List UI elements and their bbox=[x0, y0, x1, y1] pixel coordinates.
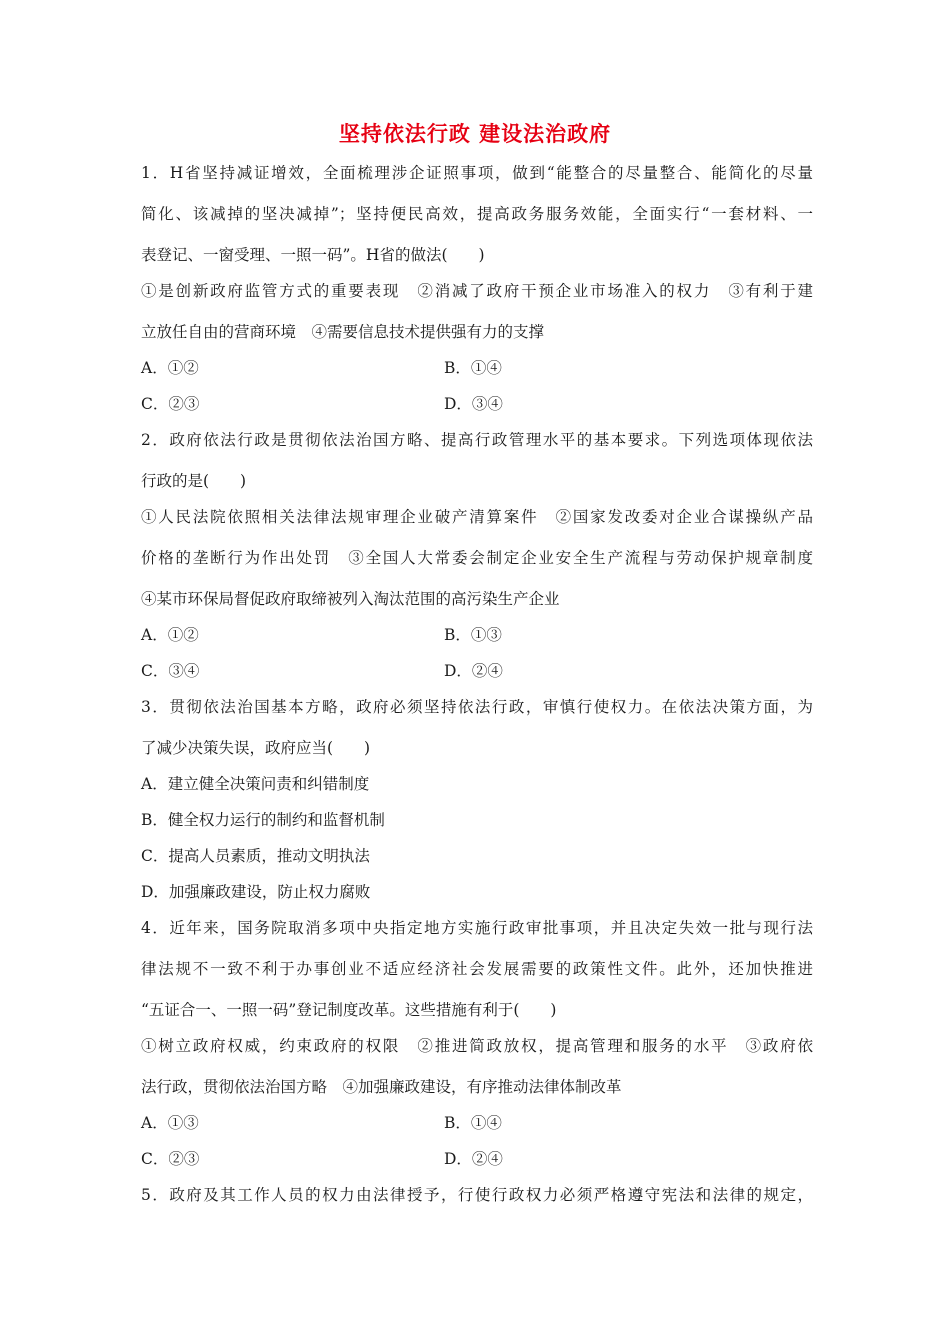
q1-option-d: D．③④ bbox=[444, 395, 503, 413]
q2-statement-line-2: 价格的垄断行为作出处罚 ③全国人大常委会制定企业安全生产流程与劳动保护规章制度 bbox=[141, 549, 813, 567]
q3-stem-line-1: 3．贯彻依法治国基本方略，政府必须坚持依法行政，审慎行使权力。在依法决策方面，为 bbox=[141, 698, 813, 716]
q3-option-d: D．加强廉政建设，防止权力腐败 bbox=[141, 883, 371, 901]
q1-stem-line-1: 1．H省坚持减证增效，全面梳理涉企证照事项，做到“能整合的尽量整合、能简化的尽量 bbox=[141, 164, 813, 182]
q2-statement-line-1: ①人民法院依照相关法律法规审理企业破产清算案件 ②国家发改委对企业合谋操纵产品 bbox=[141, 508, 813, 526]
q2-option-a: A．①② bbox=[141, 626, 199, 644]
q3-option-a: A．建立健全决策问责和纠错制度 bbox=[141, 775, 370, 793]
q4-stem-line-1: 4．近年来，国务院取消多项中央指定地方实施行政审批事项，并且决定失效一批与现行法 bbox=[141, 919, 813, 937]
q3-option-c: C．提高人员素质，推动文明执法 bbox=[141, 847, 370, 865]
q4-stem-line-3: “五证合一、一照一码”登记制度改革。这些措施有利于( ) bbox=[141, 1001, 557, 1019]
q3-option-b: B．健全权力运行的制约和监督机制 bbox=[141, 811, 385, 829]
q1-option-b: B．①④ bbox=[444, 359, 502, 377]
q2-stem-line-2: 行政的是( ) bbox=[141, 472, 247, 490]
q1-statement-line-2: 立放任自由的营商环境 ④需要信息技术提供强有力的支撑 bbox=[141, 323, 545, 341]
q1-statement-line-1: ①是创新政府监管方式的重要表现 ②消减了政府干预企业市场准入的权力 ③有利于建 bbox=[141, 282, 813, 300]
q1-option-c: C．②③ bbox=[141, 395, 200, 413]
q4-option-a: A．①③ bbox=[141, 1114, 199, 1132]
q1-stem-line-2: 简化、该减掉的坚决减掉”；坚持便民高效，提高政务服务效能，全面实行“一套材料、一 bbox=[141, 205, 813, 223]
q2-option-b: B．①③ bbox=[444, 626, 502, 644]
q3-stem-line-2: 了减少决策失误，政府应当( ) bbox=[141, 739, 371, 757]
q4-stem-line-2: 律法规不一致不利于办事创业不适应经济社会发展需要的政策性文件。此外，还加快推进 bbox=[141, 960, 813, 978]
q2-option-c: C．③④ bbox=[141, 662, 200, 680]
q4-option-b: B．①④ bbox=[444, 1114, 502, 1132]
q4-statement-line-1: ①树立政府权威，约束政府的权限 ②推进简政放权，提高管理和服务的水平 ③政府依 bbox=[141, 1037, 813, 1055]
q2-option-d: D．②④ bbox=[444, 662, 503, 680]
q2-statement-line-3: ④某市环保局督促政府取缔被列入淘汰范围的高污染生产企业 bbox=[141, 590, 560, 608]
q4-option-c: C．②③ bbox=[141, 1150, 200, 1168]
q2-stem-line-1: 2．政府依法行政是贯彻依法治国方略、提高行政管理水平的基本要求。下列选项体现依法 bbox=[141, 431, 813, 449]
q5-stem-line-1: 5．政府及其工作人员的权力由法律授予，行使行政权力必须严格遵守宪法和法律的规定， bbox=[141, 1186, 813, 1204]
q1-stem-line-3: 表登记、一窗受理、一照一码”。H省的做法( ) bbox=[141, 246, 485, 264]
q4-statement-line-2: 法行政，贯彻依法治国方略 ④加强廉政建设，有序推动法律体制改革 bbox=[141, 1078, 622, 1096]
document-title: 坚持依法行政 建设法治政府 bbox=[338, 121, 612, 146]
q4-option-d: D．②④ bbox=[444, 1150, 503, 1168]
q1-option-a: A．①② bbox=[141, 359, 199, 377]
